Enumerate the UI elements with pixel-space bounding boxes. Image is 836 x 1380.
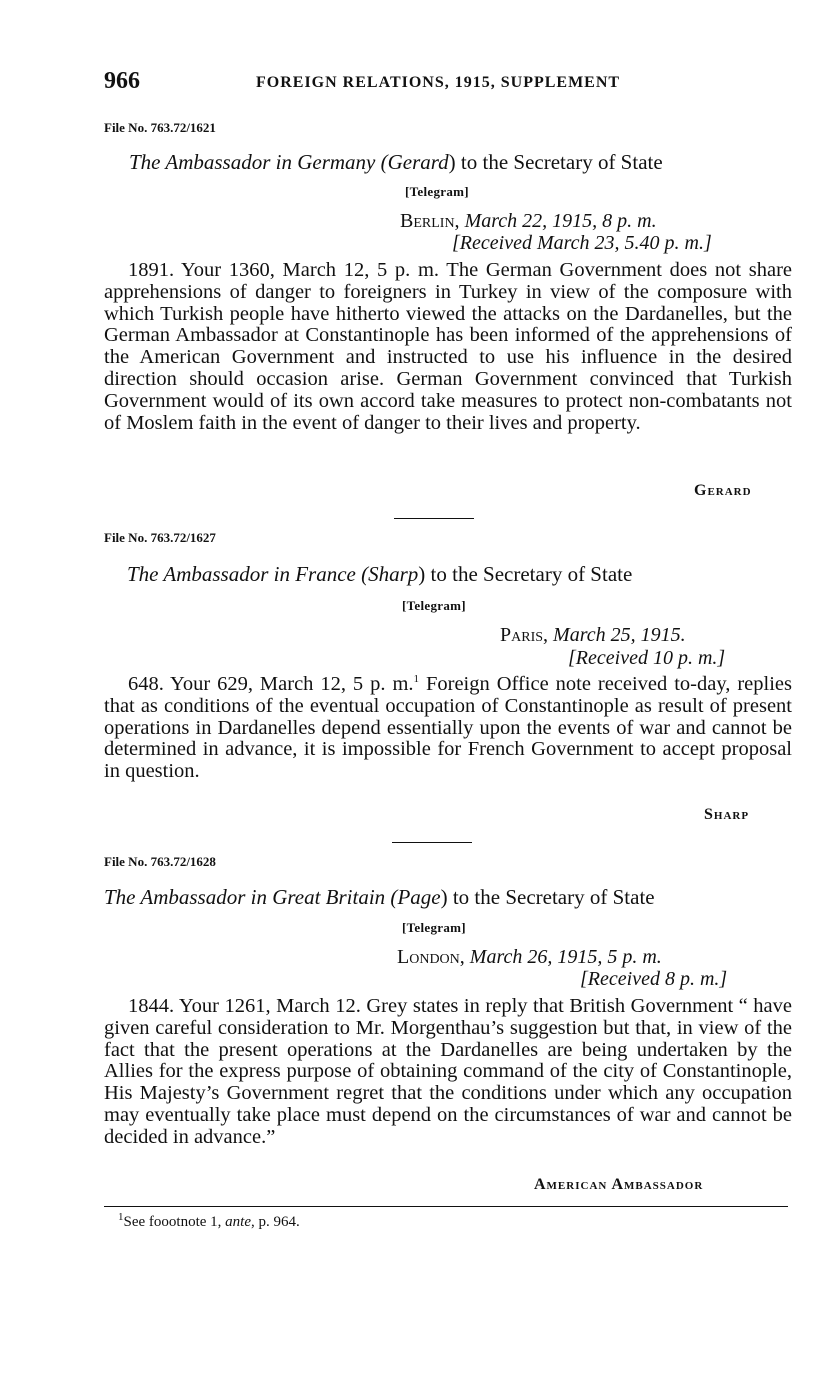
telegram-label: [Telegram]: [405, 184, 469, 199]
footnote: $^1$See foootnote 1, ante, p. 964.: [118, 1211, 300, 1230]
telegram-body: 1844. Your 1261, March 12. Grey states in reply that British Government “ have given careful consideration to Mr. Morgenthau’s suggestion but that, in view of the fact that the present operations at the Dardanelles are being undertaken by the Allies for the express purpose of obtaining command of the city of Constantinople, His Majesty’s Government regret that the conditions under which any occupation may eventually take place must depend on the circumstances of war and cannot be decided in advance.”: [104, 995, 792, 1148]
signature: Gerard: [694, 482, 752, 499]
dateline: Berlin, March 22, 1915, 8 p. m.: [400, 210, 657, 232]
footnote-marker: 1: [413, 673, 420, 686]
signature: American Ambassador: [534, 1176, 704, 1193]
file-number: File No. 763.72/1628: [104, 854, 216, 869]
telegram-body: 648. Your 629, March 12, 5 p. m.$^1$ Foreign Office note received to-day, replies that as conditions of the eventual occupation of Constantinople as result of present operations in Dardanelles depend essentially upon the events of war and cannot be determined in advance, it is impossible for French Government to accept proposal in question.: [104, 673, 792, 783]
received-line: [Received 10 p. m.]: [568, 647, 726, 669]
signature: Sharp: [704, 806, 750, 823]
document-title: The Ambassador in France (Sharp) to the Secretary of State: [127, 562, 633, 586]
telegram-label: [Telegram]: [402, 598, 466, 613]
received-line: [Received 8 p. m.]: [580, 968, 728, 990]
dateline: London, March 26, 1915, 5 p. m.: [397, 946, 662, 968]
running-title: FOREIGN RELATIONS, 1915, SUPPLEMENT: [256, 74, 621, 91]
page-number: 966: [104, 68, 140, 94]
received-line: [Received March 23, 5.40 p. m.]: [452, 232, 712, 254]
footnote-rule: [104, 1206, 788, 1207]
document-title: The Ambassador in Great Britain (Page) to the Secretary of State: [104, 885, 655, 909]
section-divider: [394, 518, 474, 519]
telegram-label: [Telegram]: [402, 920, 466, 935]
document-title: The Ambassador in Germany (Gerard) to the Secretary of State: [129, 150, 663, 174]
file-number: File No. 763.72/1621: [104, 120, 216, 135]
telegram-body: 1891. Your 1360, March 12, 5 p. m. The German Government does not share apprehensions of danger to foreigners in Turkey in view of the composure with which Turkish people have hitherto viewed the attacks on the Dardanelles, but the German Ambassador at Constantinople has been informed of the apprehensions of the American Government and instructed to use his influence in the desired direction should occasion arise. German Government convinced that Turkish Government would of its own accord take measures to protect non-combatants not of Moslem faith in the event of danger to their lives and property.: [104, 259, 792, 434]
dateline: Paris, March 25, 1915.: [500, 624, 686, 646]
section-divider: [392, 842, 472, 843]
file-number: File No. 763.72/1627: [104, 530, 216, 545]
